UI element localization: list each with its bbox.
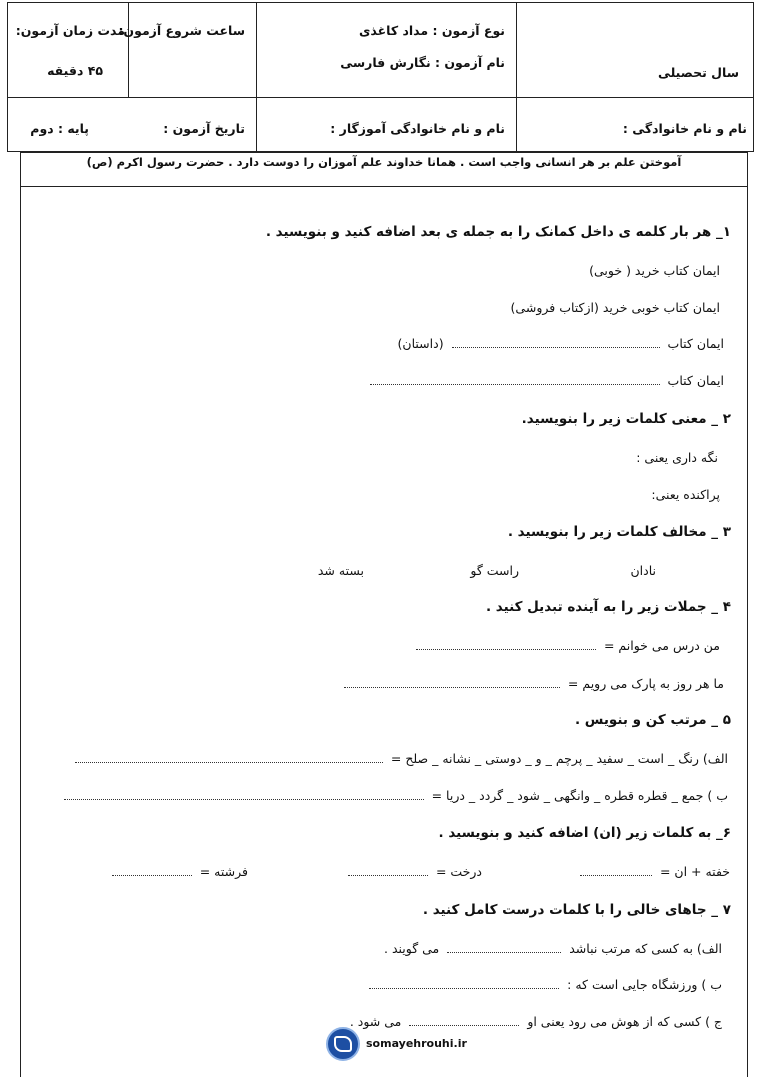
header-col-sep — [516, 3, 517, 151]
q1-line-3-hint: (داستان) — [397, 336, 444, 351]
question-1-title: ۱_ هر بار کلمه ی داخل کمانک را به جمله ی بعد اضافه کنید و بنویسید . — [265, 224, 731, 240]
q7-item-2-text: ب ) ورزشگاه جایی است که : — [567, 977, 722, 992]
q7-item-3 — [350, 1014, 722, 1029]
answer-blank[interactable] — [447, 942, 561, 953]
answer-blank[interactable] — [348, 865, 428, 876]
q3-word-2: راست گو — [470, 563, 519, 578]
answer-blank[interactable] — [75, 752, 383, 763]
q4-item-1 — [416, 638, 720, 653]
answer-blank[interactable] — [370, 374, 660, 385]
question-2-title: ۲ _ معنی کلمات زیر را بنویسید. — [521, 411, 731, 427]
question-6-title: ۶_ به کلمات زیر (ان) اضافه کنید و بنویسید . — [438, 825, 731, 841]
q1-line-1: ایمان کتاب خرید ( خوبی) — [589, 263, 720, 278]
question-5-title: ۵ _ مرتب کن و بنویس . — [574, 712, 731, 728]
q5-item-1 — [75, 751, 728, 766]
question-4-title: ۴ _ جملات زیر را به آینده تبدیل کنید . — [485, 599, 731, 615]
duration-value: ۴۵ دقیقه — [47, 63, 103, 78]
exam-date-label: تاریخ آزمون : — [163, 121, 245, 136]
q3-word-3: بسته شد — [317, 563, 364, 578]
q2-item-1: نگه داری یعنی : — [636, 450, 718, 465]
q1-line-4-prefix: ایمان کتاب — [667, 373, 724, 388]
q4-item-2-text: ما هر روز به پارک می رویم = — [567, 676, 724, 691]
q1-line-4 — [366, 373, 724, 388]
q6-item-3 — [112, 864, 248, 879]
exam-type: نوع آزمون : مداد کاغذی — [358, 23, 505, 38]
question-7-title: ۷ _ جاهای خالی را با کلمات درست کامل کنید . — [422, 902, 731, 918]
q7-item-3-prefix: ج ) کسی که از هوش می رود یعنی او — [527, 1014, 722, 1029]
q4-item-1-text: من درس می خوانم = — [603, 638, 720, 653]
start-time-label: ساعت شروع آزمون: — [118, 23, 245, 38]
q7-item-1-suffix: می گویند . — [384, 941, 440, 956]
exam-name: نام آزمون : نگارش فارسی — [340, 55, 505, 70]
site-url[interactable]: somayehrouhi.ir — [366, 1037, 467, 1050]
q5-item-2 — [64, 788, 728, 803]
q6-item-1 — [580, 864, 730, 879]
grade-label: پایه : دوم — [30, 121, 89, 136]
answer-blank[interactable] — [580, 865, 652, 876]
q1-line-3 — [398, 336, 724, 351]
answer-blank[interactable] — [416, 639, 596, 650]
duration-label: مدت زمان آزمون: — [15, 23, 125, 38]
q3-word-1: نادان — [630, 563, 656, 578]
quote-bar — [20, 152, 748, 187]
q2-item-2: پراکنده یعنی: — [651, 487, 720, 502]
q6-item-2 — [348, 864, 482, 879]
teacher-name-label: نام و نام خانوادگی آموزگار : — [330, 121, 505, 136]
answer-blank[interactable] — [409, 1015, 519, 1026]
q1-line-2: ایمان کتاب خوبی خرید (ازکتاب فروشی) — [510, 300, 720, 315]
header-col-sep — [256, 3, 257, 151]
q7-item-2 — [369, 977, 722, 992]
answer-blank[interactable] — [112, 865, 192, 876]
q5-item-1-text: الف) رنگ _ است _ سفید _ پرچم _ و _ دوستی _ نشانه _ صلح = — [390, 751, 728, 766]
q6-item-3-text: فرشته = — [199, 864, 248, 879]
q6-item-1-text: خفته + ان = — [659, 864, 730, 879]
q4-item-2 — [344, 676, 724, 691]
exam-header-table — [7, 2, 754, 152]
student-name-label: نام و نام خانوادگی : — [622, 121, 747, 136]
header-divider — [8, 97, 753, 98]
logo-mark — [334, 1036, 352, 1052]
school-year-label: سال تحصیلی — [657, 65, 739, 80]
q5-item-2-text: ب ) جمع _ قطره قطره _ وانگهی _ شود _ گردد _ دریا = — [431, 788, 728, 803]
question-3-title: ۳ _ مخالف کلمات زیر را بنویسید . — [507, 524, 731, 540]
q1-line-3-prefix: ایمان کتاب — [667, 336, 724, 351]
hadith-quote: آموختن علم بر هر انسانی واجب است . همانا خداوند علم آموزان را دوست دارد . حضرت رسول اکرم (ص) — [86, 155, 682, 169]
q7-item-1-prefix: الف) به کسی که مرتب نباشد — [569, 941, 722, 956]
answer-blank[interactable] — [344, 677, 560, 688]
answer-blank[interactable] — [369, 978, 559, 989]
answer-blank[interactable] — [452, 337, 660, 348]
answer-blank[interactable] — [64, 789, 424, 800]
header-col-sep — [128, 3, 129, 97]
q6-item-2-text: درخت = — [435, 864, 482, 879]
q7-item-1 — [384, 941, 722, 956]
site-logo-icon — [326, 1027, 360, 1061]
q7-item-3-suffix: می شود . — [349, 1014, 402, 1029]
